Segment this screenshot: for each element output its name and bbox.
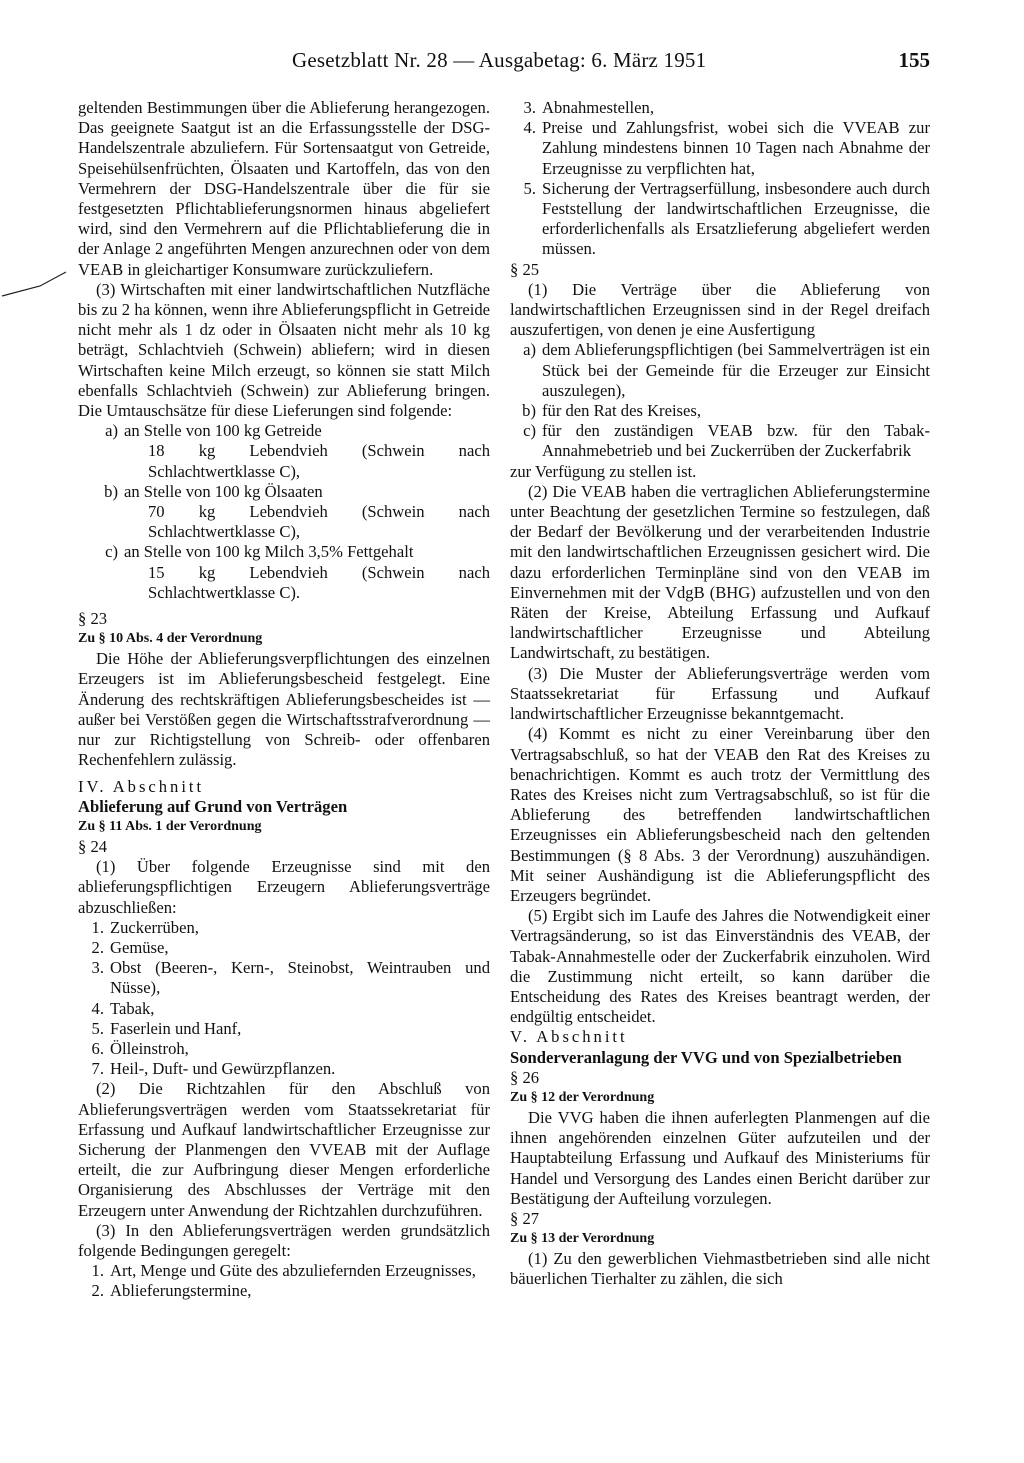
item-text: Tabak, xyxy=(110,998,155,1018)
item-text: Faserlein und Hanf, xyxy=(110,1018,242,1038)
item-marker: 3. xyxy=(91,958,104,978)
item-marker: c) xyxy=(105,542,118,562)
item-text: für den zuständigen VEAB bzw. für den Tabak-Annahmebetrieb und bei Zuckerrüben der Zuckerfabrik xyxy=(542,421,930,461)
section-26-heading: § 26 xyxy=(510,1067,540,1087)
page-number: 155 xyxy=(898,48,930,72)
paragraph-continuation: geltenden Bestimmungen über die Ablieferung herangezogen. Das geeignete Saatgut ist an die Erfassungsstelle der DSG-Handelszentrale abzuliefern. Für Sortensaatgut von Getreide, Speisehülsenfrüchten, Ölsaaten und Kartoffeln, das von den Vermehrern der DSG-Handelszentrale über die für sie festgesetzten Pflichtablieferungsnormen hinaus abgeliefert wird, sind den Vermehrern auf die Pflichtablieferung die in der Anlage 2 angeführten Mengen anzurechnen oder von dem VEAB in gleichartiger Konsumware zurückzuliefern. xyxy=(78,98,490,279)
item-text: Heil-, Duft- und Gewürzpflanzen. xyxy=(110,1059,336,1079)
item-text: Ablieferungstermine, xyxy=(110,1281,252,1301)
margin-pen-mark xyxy=(0,268,70,328)
item-text: Obst (Beeren-, Kern-, Steinobst, Weintrauben und Nüsse), xyxy=(110,958,490,998)
item-marker: a) xyxy=(523,340,536,360)
section-27-reference: Zu § 13 der Verordnung xyxy=(510,1231,655,1247)
section-26-text: Die VVG haben die ihnen auferlegten Planmengen auf die ihnen angehörenden einzelnen Güter aufzuteilen und der Hauptabteilung Erfassung und Aufkauf des Ministeriums für Handel und Versorgung des Landes einen Bericht darüber zur Bestätigung der Aufteilung vorzulegen. xyxy=(510,1107,930,1208)
section-24-para-1: (1) Über folgende Erzeugnisse sind mit den ablieferungspflichtigen Erzeugern Ablieferungsverträge abzuschließen: xyxy=(78,857,490,917)
exchange-rate-list xyxy=(78,421,490,603)
item-subtext: 70 kg Lebendvieh (Schwein nach Schlachtwertklasse C), xyxy=(148,502,490,542)
list-item xyxy=(78,958,490,998)
list-item xyxy=(78,999,490,1019)
item-text: Gemüse, xyxy=(110,937,169,957)
section-24-para-2: (2) Die Richtzahlen für den Abschluß von Ablieferungsverträgen werden vom Staatssekretariat für Erfassung und Aufkauf landwirtschaftlicher Erzeugnisse zur Sicherung der Planmengen den VVEAB mit der Auflage erteilt, die zur Aufbringung dieser Mengen erforderliche Organisierung des Abschlusses der Verträge mit den Erzeugern unter Anwendung der Richtzahlen durchzuführen. xyxy=(78,1079,490,1220)
list-item xyxy=(78,1261,490,1281)
list-item xyxy=(78,938,490,958)
section-25-para-5: (5) Ergibt sich im Laufe des Jahres die Notwendigkeit einer Vertragsänderung, so ist das Einverständnis des VEAB, der Tabak-Annahmestelle oder der Zuckerfabrik einzuholen. Wird die Zustimmung nicht erteilt, so kann darüber die Entscheidung des Rates des Kreises beantragt werden, der endgültig entscheidet. xyxy=(510,906,930,1027)
list-item xyxy=(510,118,930,179)
section-27-heading: § 27 xyxy=(510,1208,540,1228)
item-marker: 6. xyxy=(91,1038,104,1058)
list-item xyxy=(510,179,930,260)
left-column xyxy=(78,98,490,1302)
item-marker: 1. xyxy=(91,917,104,937)
item-marker: 2. xyxy=(91,937,104,957)
item-marker: 2. xyxy=(91,1281,104,1301)
list-item xyxy=(510,421,930,461)
item-marker: 7. xyxy=(91,1059,104,1079)
item-marker: 5. xyxy=(523,178,536,198)
item-marker: 4. xyxy=(91,998,104,1018)
item-marker: a) xyxy=(105,421,118,441)
item-text: Zuckerrüben, xyxy=(110,917,199,937)
item-text: Art, Menge und Güte des abzuliefernden Erzeugnisses, xyxy=(110,1261,476,1281)
condition-list-continued xyxy=(510,98,930,260)
section-27-text: (1) Zu den gewerblichen Viehmastbetrieben sind alle nicht bäuerlichen Tierhalter zu zählen, die sich xyxy=(510,1249,930,1289)
item-text: an Stelle von 100 kg Ölsaaten xyxy=(124,481,323,501)
item-text: für den Rat des Kreises, xyxy=(542,401,701,421)
list-item xyxy=(78,918,490,938)
list-item xyxy=(510,401,930,421)
item-marker: b) xyxy=(104,481,118,501)
header-title: Gesetzblatt Nr. 28 — Ausgabetag: 6. März 1951 xyxy=(292,48,707,72)
condition-list xyxy=(78,1261,490,1301)
paragraph-3: (3) Wirtschaften mit einer landwirtschaftlichen Nutzfläche bis zu 2 ha können, wenn ihre Ablieferungspflicht in Getreide nicht mehr als 1 dz oder in Ölsaaten nicht mehr als 10 kg beträgt, Schlachtvieh (Schwein) abliefern; wird in diesen Wirtschaften keine Milch erzeugt, so können sie statt Milch ebenfalls Schlachtvieh (Schwein) zur Ablieferung bringen. Die Umtauschsätze für diese Lieferungen sind folgende: xyxy=(78,279,490,421)
section-25-para-1-end: zur Verfügung zu stellen ist. xyxy=(510,461,697,481)
item-text: dem Ablieferungspflichtigen (bei Sammelverträgen ist ein Stück bei der Gemeinde für die Erzeuger zur Einsicht auszulegen), xyxy=(542,340,930,400)
section-25-para-2: (2) Die VEAB haben die vertraglichen Ablieferungstermine unter Beachtung der gesetzlichen Termine so festzulegen, daß der Bedarf der Bevölkerung und der verarbeitenden Industrie mit den landwirtschaftlichen Erzeugnissen gesichert wird. Die dazu erforderlichen Terminpläne sind von den VEAB im Einvernehmen mit der VdgB (BHG) aufzustellen und von den Räten der Kreise, Abteilung Erfassung und Aufkauf landwirtschaftlicher Erzeugnisse und Abteilung Landwirtschaft, zu bestätigen. xyxy=(510,481,930,663)
item-text: an Stelle von 100 kg Getreide xyxy=(124,421,322,441)
list-item xyxy=(510,98,930,118)
item-text: an Stelle von 100 kg Milch 3,5% Fettgehalt xyxy=(124,542,414,562)
list-item xyxy=(78,1019,490,1039)
section-25-para-4: (4) Kommt es nicht zu einer Vereinbarung über den Vertragsabschluß, so hat der VEAB den Rat des Kreises zu benachrichtigen. Kommt es auch trotz der Vermittlung des Rates des Kreises nicht zum Vertragsabschluß, so ist für die Ablieferung des betreffenden landwirtschaftlichen Erzeugnisses ein Ablieferungsbescheid nach den geltenden Bestimmungen (§ 8 Abs. 3 der Verordnung) auszuhändigen. Mit seiner Aushändigung ist die Ablieferungspflicht des Erzeugers begründet. xyxy=(510,724,930,905)
copies-list xyxy=(510,340,930,461)
exchange-item xyxy=(78,421,490,482)
section-26-reference: Zu § 12 der Verordnung xyxy=(510,1089,655,1105)
section-23-reference: Zu § 10 Abs. 4 der Verordnung xyxy=(78,631,263,647)
list-item xyxy=(78,1059,490,1079)
item-marker: b) xyxy=(522,401,536,421)
product-list xyxy=(78,918,490,1080)
item-marker: c) xyxy=(523,421,536,441)
item-text: Ölleinstroh, xyxy=(110,1038,189,1058)
list-item xyxy=(78,1039,490,1059)
item-subtext: 15 kg Lebendvieh (Schwein nach Schlachtwertklasse C). xyxy=(148,562,490,602)
list-item xyxy=(510,340,930,401)
item-marker: 1. xyxy=(91,1261,104,1281)
section-25-para-3: (3) Die Muster der Ablieferungsverträge werden vom Staatssekretariat für Erfassung und Aufkauf landwirtschaftlicher Erzeugnisse bekanntgemacht. xyxy=(510,663,930,724)
section-24-para-3: (3) In den Ablieferungsverträgen werden grundsätzlich folgende Bedingungen geregelt: xyxy=(78,1220,490,1260)
list-item xyxy=(78,1281,490,1301)
page-header xyxy=(0,48,1024,78)
exchange-item xyxy=(78,482,490,543)
item-marker: 5. xyxy=(91,1018,104,1038)
chapter-iv-heading: IV. Abschnitt xyxy=(78,776,205,796)
section-24-reference: Zu § 11 Abs. 1 der Verordnung xyxy=(78,818,262,834)
right-column xyxy=(510,98,930,1290)
section-25-heading: § 25 xyxy=(510,259,540,279)
item-marker: 3. xyxy=(523,98,536,117)
item-text: Abnahmestellen, xyxy=(542,98,654,117)
chapter-v-title: Sonderveranlagung der VVG und von Spezialbetrieben xyxy=(510,1047,902,1067)
exchange-item xyxy=(78,542,490,603)
item-text: Sicherung der Vertragserfüllung, insbesondere auch durch Feststellung der landwirtschaftlichen Erzeugnisse, die erforderlichenfalls als Ersatzlieferung abgeliefert werden müssen. xyxy=(542,178,930,259)
chapter-v-heading: V. Abschnitt xyxy=(510,1027,628,1047)
item-subtext: 18 kg Lebendvieh (Schwein nach Schlachtwertklasse C), xyxy=(148,441,490,481)
section-23-heading: § 23 xyxy=(78,609,108,629)
section-23-text: Die Höhe der Ablieferungsverpflichtungen des einzelnen Erzeugers ist im Ablieferungsbescheid festgelegt. Eine Änderung des rechtskräftigen Ablieferungsbescheides ist — außer bei Verstößen gegen die Wirtschaftsstrafverordnung — nur zur Richtigstellung von Schreib- oder offenbaren Rechenfehlern zulässig. xyxy=(78,649,490,770)
section-25-para-1: (1) Die Verträge über die Ablieferung von landwirtschaftlichen Erzeugnissen sind in der Regel dreifach auszufertigen, von denen je eine Ausfertigung xyxy=(510,279,930,340)
item-marker: 4. xyxy=(523,118,536,138)
chapter-iv-title: Ablieferung auf Grund von Verträgen xyxy=(78,796,348,816)
section-24-heading: § 24 xyxy=(78,836,108,856)
item-text: Preise und Zahlungsfrist, wobei sich die VVEAB zur Zahlung mindestens binnen 10 Tagen nach Abnahme der Erzeugnisse zu verpflichten hat, xyxy=(542,118,930,178)
